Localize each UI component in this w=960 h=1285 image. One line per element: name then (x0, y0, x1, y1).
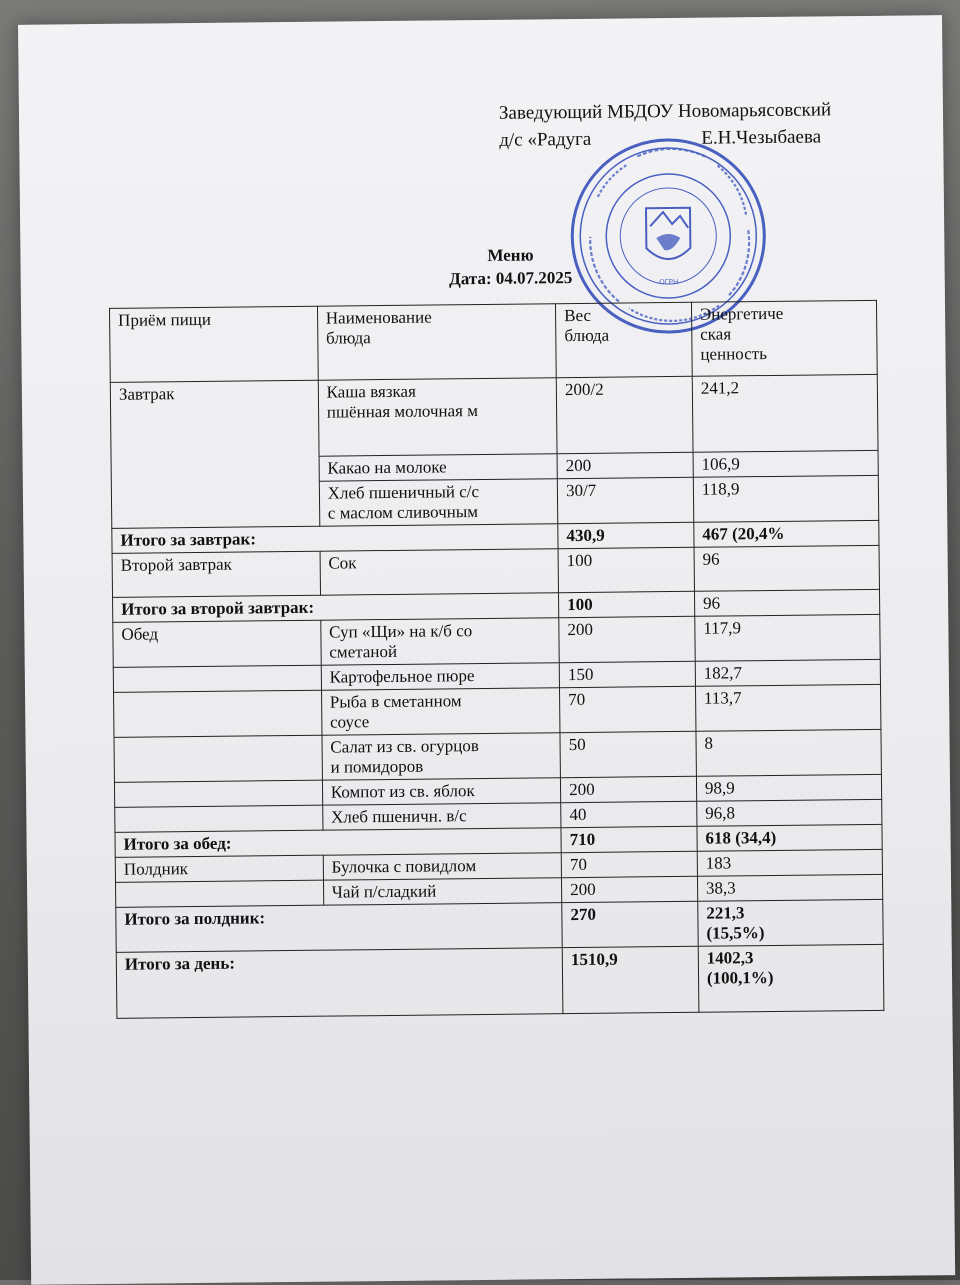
header-weight: Вес блюда (556, 302, 693, 377)
header-meal: Приём пищи (109, 306, 317, 382)
menu-table (109, 300, 884, 1019)
energy-cell: 113,7 (695, 684, 881, 731)
weight-cell: 50 (560, 731, 696, 777)
total-energy: 96 (694, 589, 879, 616)
table-row (113, 614, 880, 667)
weight-cell: 200 (561, 776, 697, 802)
energy-cell: 241,2 (692, 374, 878, 452)
total-energy: 467 (20,4% (694, 520, 879, 547)
dish-cell: Суп «Щи» на к/б со сметаной (320, 618, 559, 665)
approval-org: д/с «Радуга (499, 128, 592, 151)
meal-cell-empty (114, 690, 322, 737)
total-label: Итого за обед: (115, 828, 561, 858)
weight-cell: 150 (559, 661, 695, 687)
energy-cell: 96 (694, 545, 880, 591)
total-weight: 430,9 (558, 522, 694, 548)
energy-cell: 38,3 (697, 874, 882, 901)
energy-cell: 182,7 (695, 659, 880, 686)
menu-title: Меню (487, 245, 534, 265)
weight-cell: 100 (558, 547, 694, 592)
meal-cell-empty (114, 780, 322, 807)
total-weight: 710 (561, 826, 697, 852)
meal-cell-empty (114, 735, 322, 782)
energy-cell: 117,9 (695, 614, 881, 661)
meal-cell-empty (113, 665, 321, 692)
day-total-row (116, 944, 884, 1018)
total-energy: 618 (34,4) (697, 824, 882, 851)
energy-cell: 8 (696, 729, 882, 776)
meal-cell: Завтрак (110, 380, 319, 528)
dish-cell: Какао на молоке (319, 454, 558, 481)
weight-cell: 200 (562, 876, 698, 902)
weight-cell: 200 (557, 452, 693, 478)
day-total-label: Итого за день: (116, 948, 563, 1019)
energy-cell: 118,9 (693, 475, 879, 522)
dish-cell: Сок (320, 549, 559, 595)
weight-cell: 30/7 (557, 477, 693, 523)
weight-cell: 70 (561, 851, 697, 877)
total-row (116, 899, 883, 952)
document-page (18, 15, 955, 1285)
dish-cell: Компот из св. яблок (322, 778, 561, 805)
total-weight: 270 (562, 901, 698, 947)
weight-cell: 70 (560, 686, 696, 732)
dish-cell: Булочка с повидлом (323, 853, 562, 880)
menu-date: Дата: 04.07.2025 (448, 268, 573, 289)
dish-cell: Салат из св. огурцов и помидоров (322, 733, 561, 780)
total-label: Итого за второй завтрак: (113, 593, 559, 623)
dish-cell: Хлеб пшеничн. в/с (322, 803, 561, 830)
meal-cell-empty (115, 805, 323, 832)
approval-line-1: Заведующий МБДОУ Новомарьясовский (498, 99, 832, 124)
table-header-row (109, 300, 877, 382)
day-total-weight: 1510,9 (562, 946, 698, 1013)
approval-name: Е.Н.Чезыбаева (701, 126, 822, 149)
energy-cell: 98,9 (696, 774, 881, 801)
total-weight: 100 (559, 591, 695, 617)
total-label: Итого за полдник: (116, 903, 563, 953)
table-row (110, 374, 878, 458)
meal-cell: Полдник (115, 855, 323, 882)
dish-cell: Чай п/сладкий (323, 878, 562, 905)
weight-cell: 40 (561, 801, 697, 827)
energy-cell: 106,9 (693, 450, 878, 477)
total-energy: 221,3 (15,5%) (698, 899, 884, 946)
weight-cell: 200/2 (556, 376, 693, 453)
dish-cell: Картофельное пюре (321, 663, 560, 690)
header-energy: Энергетиче ская ценность (691, 300, 877, 376)
svg-text:ОГРН: ОГРН (659, 278, 679, 287)
total-label: Итого за завтрак: (112, 524, 558, 554)
energy-cell: 96,8 (697, 799, 882, 826)
day-total-energy: 1402,3 (100,1%) (698, 944, 884, 1012)
dish-cell: Каша вязкая пшённая молочная м (318, 378, 557, 456)
meal-cell-empty (116, 880, 324, 907)
dish-cell: Рыба в сметанном соусе (321, 688, 560, 735)
dish-cell: Хлеб пшеничный с/с с маслом сливочным (319, 479, 558, 526)
table-row (114, 729, 881, 782)
meal-cell: Второй завтрак (112, 551, 320, 597)
document-title (420, 243, 600, 291)
table-row (114, 684, 881, 737)
header-dish: Наименование блюда (317, 304, 556, 380)
meal-cell: Обед (113, 620, 321, 667)
weight-cell: 200 (559, 616, 695, 662)
energy-cell: 183 (697, 849, 882, 876)
